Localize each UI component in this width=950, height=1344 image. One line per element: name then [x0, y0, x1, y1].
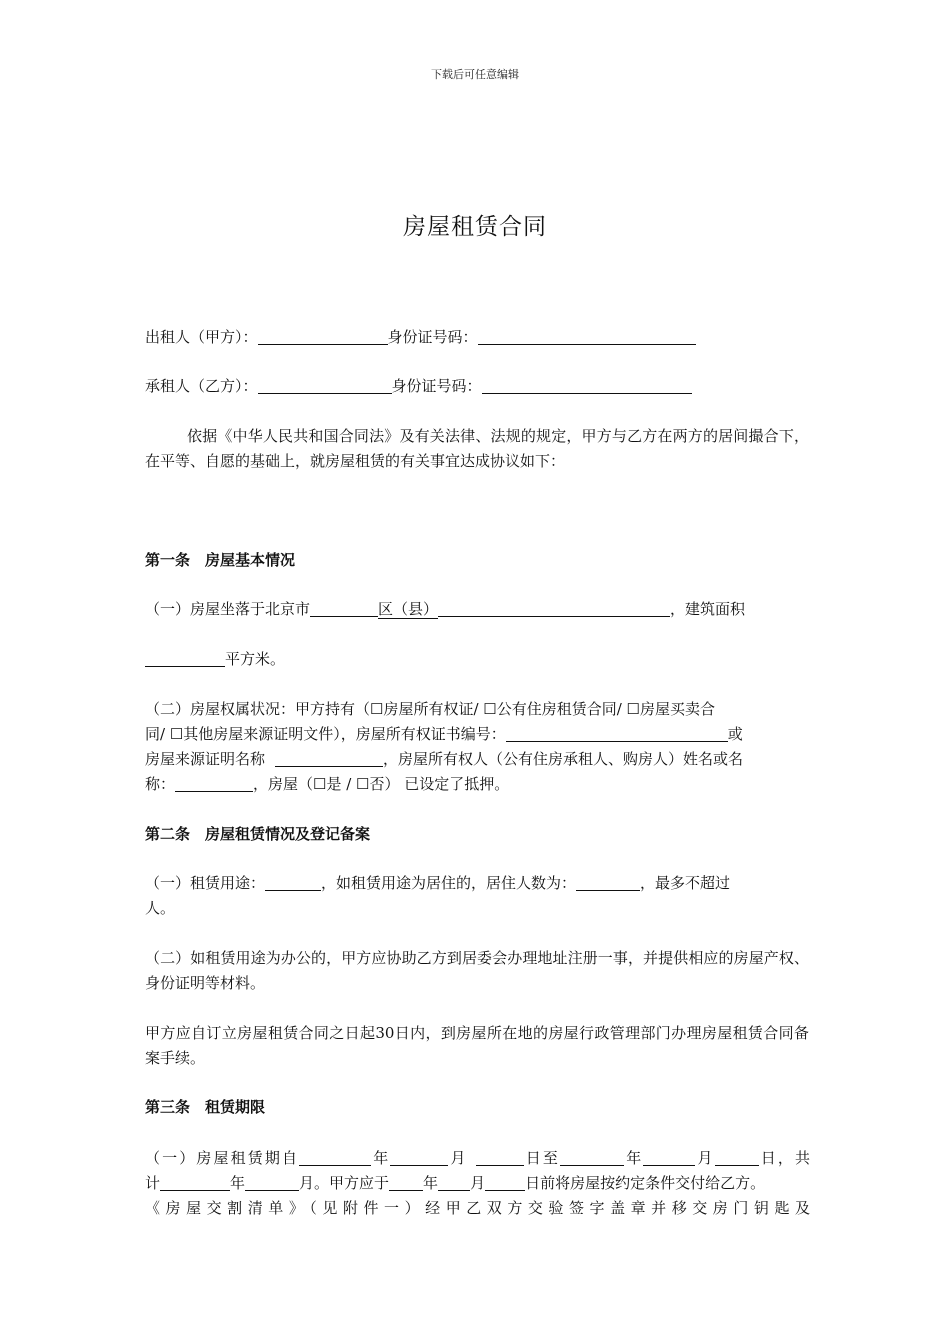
article2-p1-line1 [145, 871, 810, 896]
intro-paragraph: 依据《中华人民共和国合同法》及有关法律、法规的规定，甲方与乙方在两方的居间撮合下，在平等、自愿的基础上，就房屋租赁的有关事宜达成协议如下： [145, 427, 809, 470]
term-month-label: 月。甲方应于 [299, 1174, 390, 1192]
article1-p1-b: 区（县） [378, 600, 439, 618]
year-label-2: 年 [624, 1149, 644, 1167]
article3-heading: 第三条 租赁期限 [145, 1098, 266, 1116]
article1-p2-line2 [145, 722, 810, 747]
article1-p2-line4 [145, 772, 810, 797]
address-blank[interactable] [438, 601, 670, 617]
party-b-name-blank[interactable] [258, 378, 392, 394]
article2-heading: 第二条 房屋租赁情况及登记备案 [145, 825, 371, 843]
article1-p2-line2-end: 或 [727, 725, 743, 743]
party-a-line [145, 325, 810, 350]
party-b-id-label: 身份证号码： [391, 377, 482, 395]
article2-p2: （二）如租赁用途为办公的，甲方应协助乙方到居委会办理地址注册一事，并提供相应的房屋产权、身份证明等材料。 [145, 949, 809, 992]
start-month-blank[interactable] [390, 1150, 448, 1166]
article1-p2-line3-b: ，房屋所有权人（公有住房承租人、购房人）姓名或名 [383, 750, 744, 768]
area-blank[interactable] [145, 651, 225, 667]
article1-p1 [145, 597, 810, 622]
article3-l2-a: 计 [145, 1174, 161, 1192]
article1-area-line [145, 647, 810, 672]
area-unit: 平方米。 [225, 650, 286, 668]
article3-line2 [145, 1171, 810, 1196]
source-document-blank[interactable] [275, 751, 383, 767]
article1-p2-line2-text: 同/ ☐其他房屋来源证明文件），房屋所有权证书编号： [145, 725, 506, 743]
end-month-blank[interactable] [643, 1150, 695, 1166]
delivery-month-label: 月 [470, 1174, 486, 1192]
article3-line3: 《房屋交割清单》（见附件一）经甲乙双方交验签字盖章并移交房门钥匙及 [145, 1199, 810, 1217]
year-label: 年 [371, 1149, 391, 1167]
party-b-line [145, 374, 810, 399]
article2-p3: 甲方应自订立房屋租赁合同之日起30日内，到房屋所在地的房屋行政管理部门办理房屋租赁合同备案手续。 [145, 1024, 809, 1067]
article1-p1-c: ，建筑面积 [670, 600, 746, 618]
term-year-label: 年 [230, 1174, 246, 1192]
party-b-id-blank[interactable] [482, 378, 692, 394]
article1-p2-line3 [145, 747, 810, 772]
party-a-name-blank[interactable] [258, 329, 388, 345]
district-blank[interactable] [310, 601, 378, 617]
article1-p2-line4-a: 称： [145, 775, 176, 793]
article1-p2-line3-a: 房屋来源证明名称 [145, 750, 266, 768]
article2-p1-c: ，最多不超过 [640, 874, 731, 892]
term-years-blank[interactable] [160, 1175, 230, 1191]
party-a-label: 出租人（甲方）： [145, 328, 258, 346]
article2-p1-d: 人。 [145, 899, 176, 917]
owner-name-blank[interactable] [175, 776, 253, 792]
party-a-id-label: 身份证号码： [387, 328, 478, 346]
delivery-year-blank[interactable] [389, 1175, 423, 1191]
article2-p1-b: ，如租赁用途为居住的，居住人数为： [321, 874, 577, 892]
month-label: 月 [448, 1149, 468, 1167]
party-b-label: 承租人（乙方）： [145, 377, 258, 395]
document-title: 房屋租赁合同 [403, 214, 547, 240]
start-day-blank[interactable] [476, 1150, 524, 1166]
article1-heading: 第一条 房屋基本情况 [145, 551, 296, 569]
article2-p1-a: （一）租赁用途： [145, 874, 266, 892]
party-a-id-blank[interactable] [478, 329, 696, 345]
day-to-label: 日至 [523, 1149, 561, 1167]
end-day-blank[interactable] [715, 1150, 759, 1166]
end-year-blank[interactable] [560, 1150, 624, 1166]
term-months-blank[interactable] [245, 1175, 299, 1191]
article3-line1 [145, 1146, 810, 1171]
day-total-label: 日，共 [758, 1149, 810, 1167]
month-label-2: 月 [695, 1149, 715, 1167]
article1-p2-line1: （二）房屋权属状况：甲方持有（☐房屋所有权证/ ☐公有住房租赁合同/ ☐房屋买卖合 [145, 700, 715, 718]
lease-purpose-blank[interactable] [265, 875, 321, 891]
certificate-number-blank[interactable] [506, 726, 728, 742]
article3-l1-a: （一）房屋租赁期自 [145, 1149, 300, 1167]
article3-l2-tail: 日前将房屋按约定条件交付给乙方。 [525, 1174, 766, 1192]
start-year-blank[interactable] [299, 1150, 371, 1166]
occupant-count-blank[interactable] [576, 875, 640, 891]
header-note: 下载后可任意编辑 [431, 68, 519, 81]
delivery-day-blank[interactable] [485, 1175, 525, 1191]
article1-p2-line4-b: ，房屋（☐是 / ☐否） 已设定了抵押。 [253, 775, 510, 793]
delivery-year-label: 年 [423, 1174, 439, 1192]
delivery-month-blank[interactable] [438, 1175, 470, 1191]
article1-p1-a: （一）房屋坐落于北京市 [145, 600, 311, 618]
